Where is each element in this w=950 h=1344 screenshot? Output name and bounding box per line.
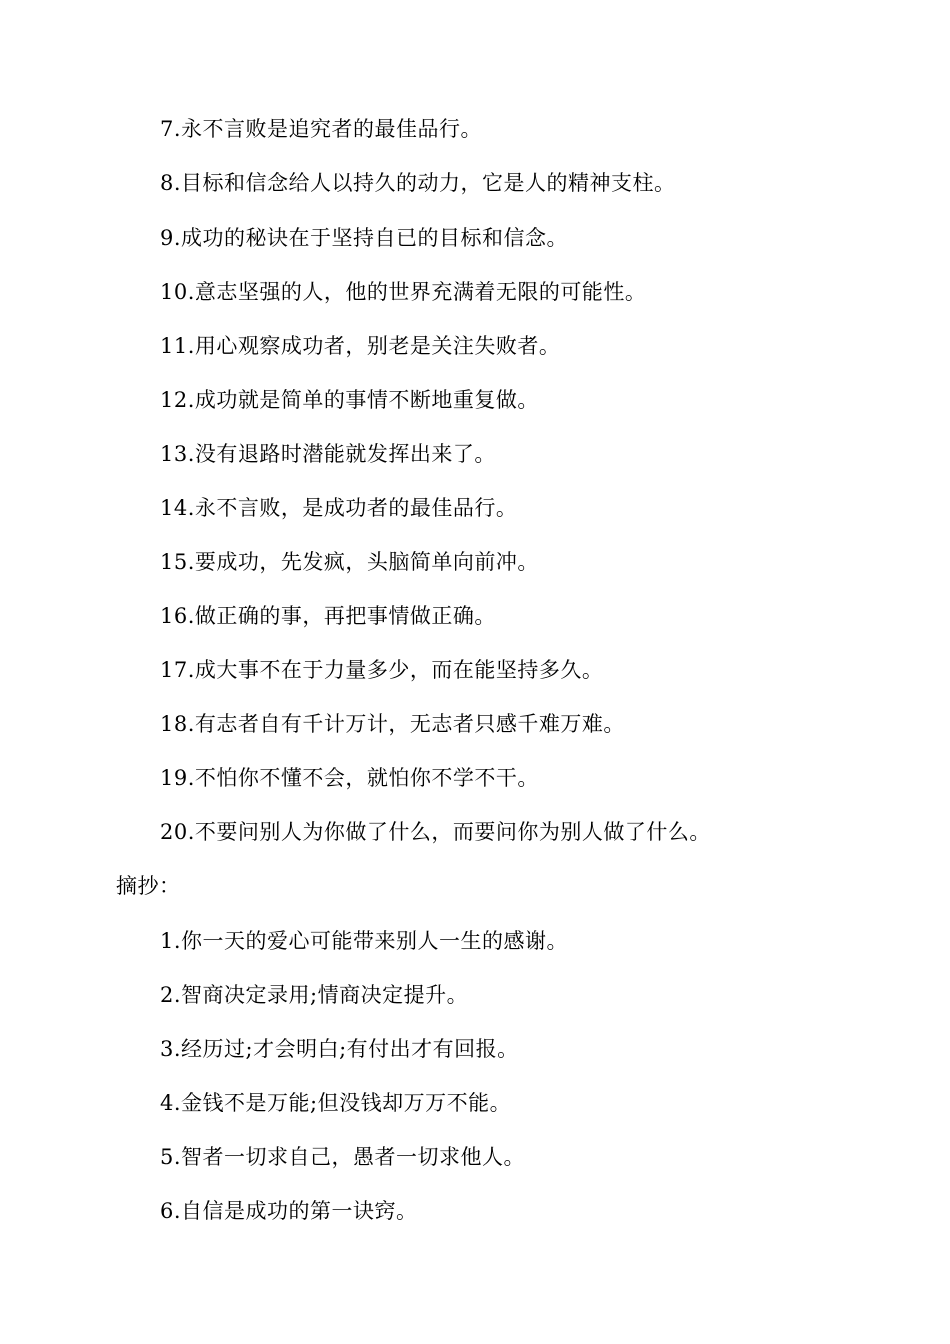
quote-line-9: 9.成功的秘诀在于坚持自已的目标和信念。 — [160, 226, 569, 250]
quote-line-13: 13.没有退路时潜能就发挥出来了。 — [160, 442, 496, 466]
quote-line-16: 16.做正确的事，再把事情做正确。 — [160, 604, 496, 628]
excerpt-line-2: 2.智商决定录用;情商决定提升。 — [160, 983, 469, 1007]
section-heading: 摘抄： — [116, 874, 181, 898]
quote-line-15: 15.要成功，先发疯，头脑简单向前冲。 — [160, 550, 539, 574]
excerpt-line-5: 5.智者一切求自己，愚者一切求他人。 — [160, 1145, 526, 1169]
quote-line-11: 11.用心观察成功者，别老是关注失败者。 — [160, 334, 561, 358]
quote-line-17: 17.成大事不在于力量多少，而在能坚持多久。 — [160, 658, 604, 682]
quote-line-20: 20.不要问别人为你做了什么，而要问你为别人做了什么。 — [160, 820, 711, 844]
quote-line-7: 7.永不言败是追究者的最佳品行。 — [160, 117, 483, 141]
quote-line-12: 12.成功就是简单的事情不断地重复做。 — [160, 388, 539, 412]
excerpt-line-6: 6.自信是成功的第一诀窍。 — [160, 1199, 418, 1223]
quote-line-14: 14.永不言败，是成功者的最佳品行。 — [160, 496, 518, 520]
quote-line-10: 10.意志坚强的人，他的世界充满着无限的可能性。 — [160, 280, 647, 304]
excerpt-line-1: 1.你一天的爱心可能带来别人一生的感谢。 — [160, 929, 569, 953]
excerpt-line-3: 3.经历过;才会明白;有付出才有回报。 — [160, 1037, 519, 1061]
quote-line-19: 19.不怕你不懂不会，就怕你不学不干。 — [160, 766, 539, 790]
quote-line-18: 18.有志者自有千计万计，无志者只感千难万难。 — [160, 712, 625, 736]
quote-line-8: 8.目标和信念给人以持久的动力，它是人的精神支柱。 — [160, 171, 676, 195]
excerpt-line-4: 4.金钱不是万能;但没钱却万万不能。 — [160, 1091, 512, 1115]
